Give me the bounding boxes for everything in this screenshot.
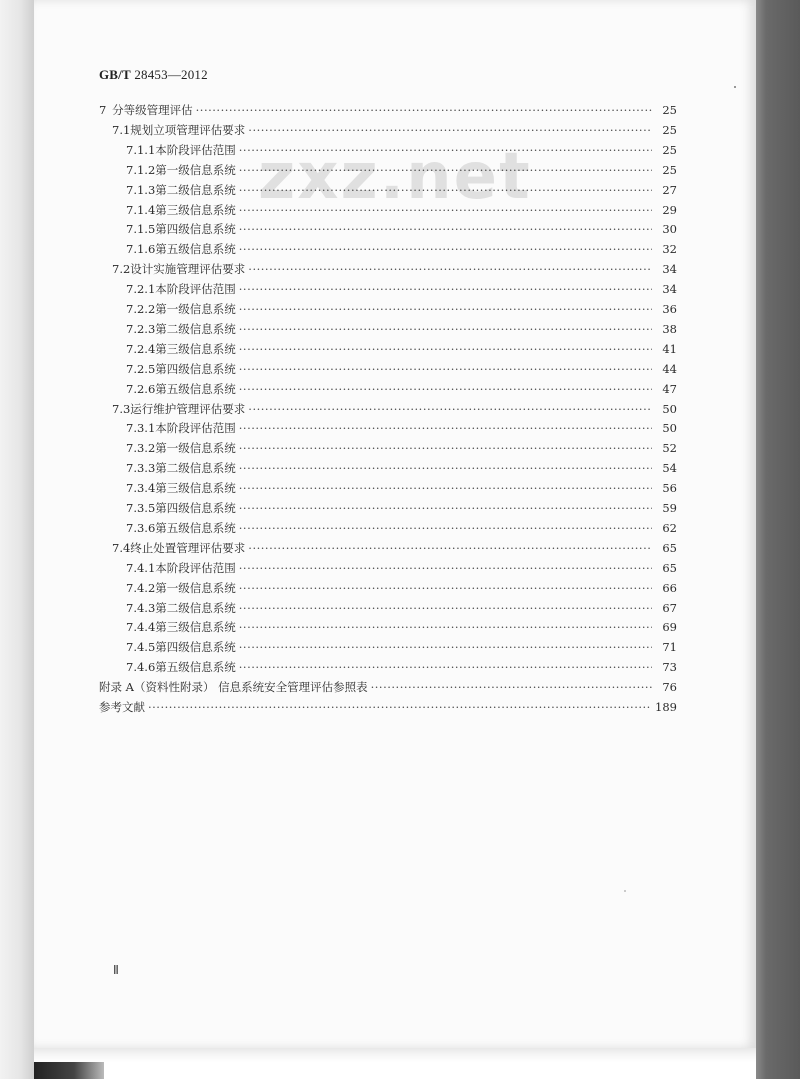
toc-entry-page: 65: [662, 560, 677, 575]
page-header: [99, 67, 208, 83]
toc-entry: [99, 699, 677, 715]
toc-entry: [126, 241, 677, 257]
toc-entry-number: 7.3.1: [126, 421, 156, 436]
toc-entry: [126, 600, 677, 616]
toc-entry-title: 第三级信息系统: [155, 481, 236, 496]
toc-entry: [126, 580, 677, 596]
toc-entry-title: 附录 A（资料性附录） 信息系统安全管理评估参照表: [99, 680, 368, 695]
toc-entry-page: 76: [662, 680, 677, 695]
header-standard: GB/T: [99, 67, 131, 82]
toc-entry: [126, 420, 677, 436]
toc-entry-number: 7.2.5: [126, 361, 156, 376]
toc-dot-leader: [239, 639, 652, 655]
toc-entry-title: 第三级信息系统: [155, 620, 236, 635]
toc-entry-page: 41: [662, 341, 677, 356]
toc-entry-page: 67: [662, 600, 677, 615]
scan-bottom-strip: [34, 1048, 756, 1079]
toc-entry-page: 189: [655, 700, 677, 714]
toc-entry-number: 7.2: [112, 262, 131, 277]
toc-dot-leader: [196, 102, 652, 118]
scan-bottom-shadow: [34, 1062, 104, 1079]
toc-dot-leader: [239, 202, 652, 218]
toc-dot-leader: [248, 540, 652, 556]
toc-entry-number: 7.4.6: [126, 660, 156, 675]
toc-entry-title: 参考文献: [99, 700, 145, 714]
toc-entry-number: 7.3.5: [126, 501, 156, 515]
toc-dot-leader: [248, 122, 652, 138]
toc-entry-title: 第一级信息系统: [155, 302, 236, 316]
toc-entry-page: 50: [662, 401, 677, 416]
toc-entry-page: 56: [662, 481, 677, 496]
toc-entry-page: 65: [662, 540, 677, 555]
toc-entry: [126, 639, 677, 655]
toc-entry: [126, 341, 677, 357]
toc-entry-title: 第四级信息系统: [155, 222, 236, 237]
toc-entry-number: 7.2.2: [126, 302, 156, 316]
toc-entry: [126, 182, 677, 198]
toc-entry-title: 分等级管理评估: [112, 103, 193, 117]
toc-entry-title: 终止处置管理评估要求: [130, 540, 246, 555]
toc-entry: [126, 619, 677, 635]
toc-entry-page: 44: [662, 361, 677, 376]
toc-entry: [112, 401, 677, 417]
toc-dot-leader: [371, 679, 652, 695]
toc-dot-leader: [239, 321, 652, 337]
toc-entry-page: 71: [662, 640, 677, 655]
toc-entry-page: 30: [662, 222, 677, 237]
toc-entry-title: 第五级信息系统: [155, 660, 236, 675]
toc-entry-title: 第二级信息系统: [155, 461, 236, 476]
toc-entry-number: 7.3.3: [126, 461, 156, 476]
toc-dot-leader: [248, 401, 652, 417]
toc-entry-title: 第二级信息系统: [155, 182, 236, 197]
toc-entry-number: 7.4.2: [126, 580, 156, 595]
toc-entry-title: 运行维护管理评估要求: [130, 401, 246, 416]
toc-entry-number: 7.1.3: [126, 182, 156, 197]
scan-right-edge: [756, 0, 800, 1079]
toc-entry: [126, 162, 677, 178]
toc-entry-number: 7.2.1: [126, 282, 156, 297]
toc-entry-number: 7.1.4: [126, 202, 156, 217]
toc-entry: [126, 659, 677, 675]
toc-entry: [126, 361, 677, 377]
scan-speck: [734, 86, 736, 88]
toc-entry-title: 第四级信息系统: [155, 640, 236, 655]
scan-speck: [624, 890, 626, 892]
toc-dot-leader: [239, 580, 652, 596]
toc-entry-number: 7.1.2: [126, 162, 156, 177]
toc-dot-leader: [239, 500, 652, 516]
toc-entry-number: 7.3.4: [126, 481, 156, 496]
toc-dot-leader: [239, 361, 652, 377]
toc-entry: [112, 261, 677, 277]
toc-entry-number: 7.2.3: [126, 321, 156, 336]
scan-left-edge: [0, 0, 34, 1079]
toc-entry: [99, 679, 677, 695]
toc-entry-number: 7.4: [112, 540, 131, 555]
toc-entry-page: 66: [662, 580, 677, 595]
toc-entry-number: 7.2.6: [126, 381, 156, 396]
toc-entry-title: 第一级信息系统: [155, 162, 236, 177]
toc-dot-leader: [239, 341, 652, 357]
toc-entry-page: 62: [662, 520, 677, 535]
toc-dot-leader: [239, 560, 652, 576]
toc-entry: [126, 381, 677, 397]
toc-entry-number: 7.4.1: [126, 560, 156, 575]
toc-entry: [126, 202, 677, 218]
toc-entry: [126, 281, 677, 297]
watermark: zxz.net: [258, 140, 532, 214]
toc-entry-page: 38: [662, 321, 677, 336]
toc-dot-leader: [239, 142, 652, 158]
toc-dot-leader: [239, 600, 652, 616]
toc-entry-page: 32: [662, 242, 677, 257]
header-number: 28453—2012: [134, 67, 208, 82]
toc-entry-page: 25: [662, 103, 677, 117]
toc-entry: [126, 460, 677, 476]
toc-entry-page: 29: [662, 202, 677, 217]
toc-dot-leader: [239, 241, 652, 257]
toc-entry: [126, 480, 677, 496]
toc-entry-page: 59: [662, 501, 677, 515]
toc-entry-title: 第五级信息系统: [155, 242, 236, 257]
toc-entry-number: 7.1.6: [126, 242, 156, 257]
toc-entry-title: 第一级信息系统: [155, 580, 236, 595]
toc-entry-title: 第四级信息系统: [155, 361, 236, 376]
toc-dot-leader: [148, 699, 652, 715]
toc-entry: [126, 560, 677, 576]
toc-entry-title: 第三级信息系统: [155, 202, 236, 217]
toc-entry-title: 第二级信息系统: [155, 321, 236, 336]
toc-entry-page: 36: [662, 302, 677, 316]
toc-entry-number: 7.3: [112, 401, 131, 416]
toc-entry-page: 25: [662, 142, 677, 157]
toc-entry-title: 设计实施管理评估要求: [130, 262, 246, 277]
toc-entry-number: 7.1.5: [126, 222, 156, 237]
toc-entry-page: 25: [662, 162, 677, 177]
toc-entry-title: 第三级信息系统: [155, 341, 236, 356]
toc-entry-number: 7.3.2: [126, 441, 156, 456]
toc-entry: [99, 102, 677, 118]
toc-entry: [126, 221, 677, 237]
toc-entry-title: 本阶段评估范围: [155, 560, 236, 575]
toc-entry-title: 本阶段评估范围: [155, 421, 236, 436]
toc-entry-number: 7.2.4: [126, 341, 156, 356]
toc-dot-leader: [239, 460, 652, 476]
toc-entry: [126, 301, 677, 317]
toc-entry-page: 54: [662, 461, 677, 476]
toc-entry-page: 25: [662, 122, 677, 137]
toc-dot-leader: [239, 659, 652, 675]
toc-dot-leader: [239, 381, 652, 397]
toc-entry: [126, 142, 677, 158]
toc-entry-number: 7.4.4: [126, 620, 156, 635]
toc-dot-leader: [239, 281, 652, 297]
toc-entry-number: 7.4.3: [126, 600, 156, 615]
toc-entry-title: 本阶段评估范围: [155, 282, 236, 297]
toc-entry-title: 第二级信息系统: [155, 600, 236, 615]
toc-dot-leader: [239, 420, 652, 436]
toc-entry-page: 34: [662, 282, 677, 297]
toc-entry: [126, 500, 677, 516]
toc-dot-leader: [239, 301, 652, 317]
toc-dot-leader: [239, 221, 652, 237]
page-footer-number: Ⅱ: [113, 963, 119, 977]
toc-entry-title: 规划立项管理评估要求: [130, 122, 246, 137]
toc-entry: [126, 440, 677, 456]
toc-entry-page: 52: [662, 441, 677, 456]
toc-entry-page: 47: [662, 381, 677, 396]
toc-dot-leader: [239, 162, 652, 178]
toc-entry-page: 34: [662, 262, 677, 277]
toc-entry-number: 7.1: [112, 122, 131, 137]
toc-entry: [126, 321, 677, 337]
toc-entry: [112, 122, 677, 138]
toc-entry-number: 7.1.1: [126, 142, 156, 157]
toc-entry-title: 本阶段评估范围: [155, 142, 236, 157]
toc-entry-number: 7: [99, 103, 107, 117]
toc-entry-number: 7.4.5: [126, 640, 156, 655]
toc-dot-leader: [239, 182, 652, 198]
toc-entry: [126, 520, 677, 536]
toc-entry-title: 第五级信息系统: [155, 520, 236, 535]
toc-dot-leader: [239, 480, 652, 496]
toc-entry-page: 50: [662, 421, 677, 436]
toc-dot-leader: [239, 520, 652, 536]
toc-entry-page: 27: [662, 182, 677, 197]
toc-dot-leader: [239, 619, 652, 635]
toc-dot-leader: [248, 261, 652, 277]
toc-entry-title: 第五级信息系统: [155, 381, 236, 396]
toc-dot-leader: [239, 440, 652, 456]
toc-entry-title: 第一级信息系统: [155, 441, 236, 456]
toc-entry-page: 73: [662, 660, 677, 675]
toc-entry-page: 69: [662, 620, 677, 635]
toc-entry: [112, 540, 677, 556]
toc-entry-number: 7.3.6: [126, 520, 156, 535]
toc-entry-title: 第四级信息系统: [155, 501, 236, 515]
